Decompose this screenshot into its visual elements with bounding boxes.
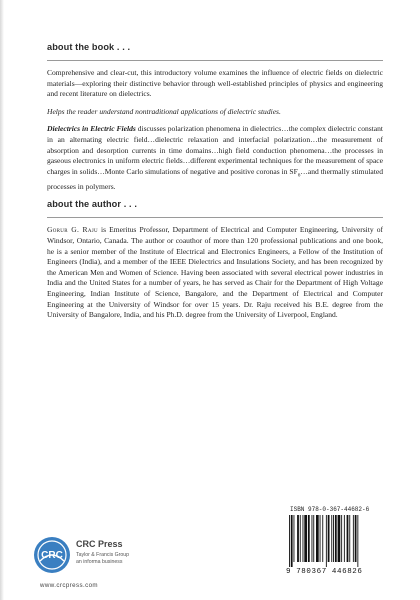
page-edge-shadow	[0, 0, 4, 600]
barcode-bar	[335, 515, 337, 562]
barcode-bar	[341, 515, 342, 562]
about-author-heading: about the author . . .	[47, 199, 137, 210]
barcode-bar	[303, 515, 304, 562]
publisher-tagline: an informa business	[76, 559, 123, 565]
publisher-url: www.crcpress.com	[40, 582, 98, 589]
publisher-block	[32, 535, 202, 589]
barcode-bar	[308, 515, 310, 562]
subscript-6: 6	[297, 173, 301, 179]
barcode-bar	[355, 515, 357, 562]
about-author-paragraph	[47, 225, 383, 320]
barcode-bar	[304, 515, 307, 562]
barcode-bar	[353, 515, 354, 562]
barcode-bar	[331, 515, 332, 562]
barcode-block	[286, 506, 386, 584]
about-book-paragraph-1: Comprehensive and clear-cut, this introductory volume examines the influence of electric fields on dielectric materials—exploring their distinctive behavior through well-established principles of physics and engineering and recent literature on dielectrics.	[47, 68, 383, 99]
barcode-bar	[289, 515, 290, 567]
barcode-bar	[297, 515, 299, 562]
about-book-paragraph-3-text: discusses polarization phenomena in dielectrics…the complex dielectric constant in an alternating electric field…dielectric relaxation and interfacial polarization…the measurement of absorption and desorption currents in time domains…high field conduction phenomena…the processes in gaseous electronics in uniform electric fields…different experimental techniques for the measurement of space charges in solids…Monte Carlo simulations of negative and positive coronas in SF	[47, 124, 383, 176]
barcode-bar	[338, 515, 341, 562]
barcode-bar	[347, 515, 349, 562]
about-book-paragraph-3-end: …and thermally stimulated processes in polymers.	[47, 166, 383, 191]
isbn-label: ISBN 978-0-367-44682-6	[290, 506, 370, 513]
barcode-bar	[294, 515, 295, 562]
barcode-bar	[328, 515, 330, 562]
barcode-icon	[286, 515, 384, 567]
barcode-bar	[316, 515, 319, 562]
author-bio: is Emeritus Professor, Department of Electrical and Computer Engineering, University of Windsor, Ontario, Canada. The author or coauthor of more than 120 professional publications and one book, he is a senior member of the Institute of Electrical and Electronics Engineers, a Fellow of the Institution of Engineers (India), and a member of the IEEE Dielectrics and Insulations Society, and has been recognized by the American Men and Women of Science. Having been associated with several electrical power industries in India and the United States for a number of years, he has served as Chair for the Department of High Voltage Engineering, Indian Institute of Science, Bangalore, and the Department of Electrical and Computer Engineering at the University of Windsor for over 15 years. Dr. Raju received his B.E. degree from the University of Bangalore, India, and his Ph.D. degree from the University of Liverpool, England.	[47, 225, 383, 320]
crc-press-logo	[32, 535, 72, 575]
author-name: Gorur G. Raju	[47, 225, 98, 235]
barcode-bar	[326, 515, 327, 567]
barcode-bar	[291, 515, 293, 567]
barcode-bar	[300, 515, 301, 562]
publisher-name: CRC Press	[76, 539, 123, 549]
divider	[47, 217, 383, 218]
barcode-bar	[322, 515, 323, 562]
barcode-bar	[344, 515, 345, 562]
barcode-bar	[312, 515, 313, 562]
back-cover-text	[47, 42, 383, 328]
barcode-bar	[349, 515, 350, 562]
crc-logo-text: CRC	[41, 550, 63, 561]
divider	[47, 60, 383, 61]
barcode-bar	[333, 515, 334, 562]
barcode-bar	[313, 515, 314, 562]
barcode-bar	[320, 515, 321, 562]
about-book-heading: about the book . . .	[47, 42, 131, 52]
book-title: Dielectrics in Electric Fields	[47, 124, 136, 134]
barcode-bar	[357, 515, 358, 567]
publisher-group: Taylor & Francis Group	[76, 552, 130, 558]
about-book-paragraph-3	[47, 124, 383, 192]
about-book-tagline: Helps the reader understand nontraditional applications of dielectric studies.	[47, 106, 281, 116]
barcode-digits: 9 780367 446826	[286, 568, 363, 576]
